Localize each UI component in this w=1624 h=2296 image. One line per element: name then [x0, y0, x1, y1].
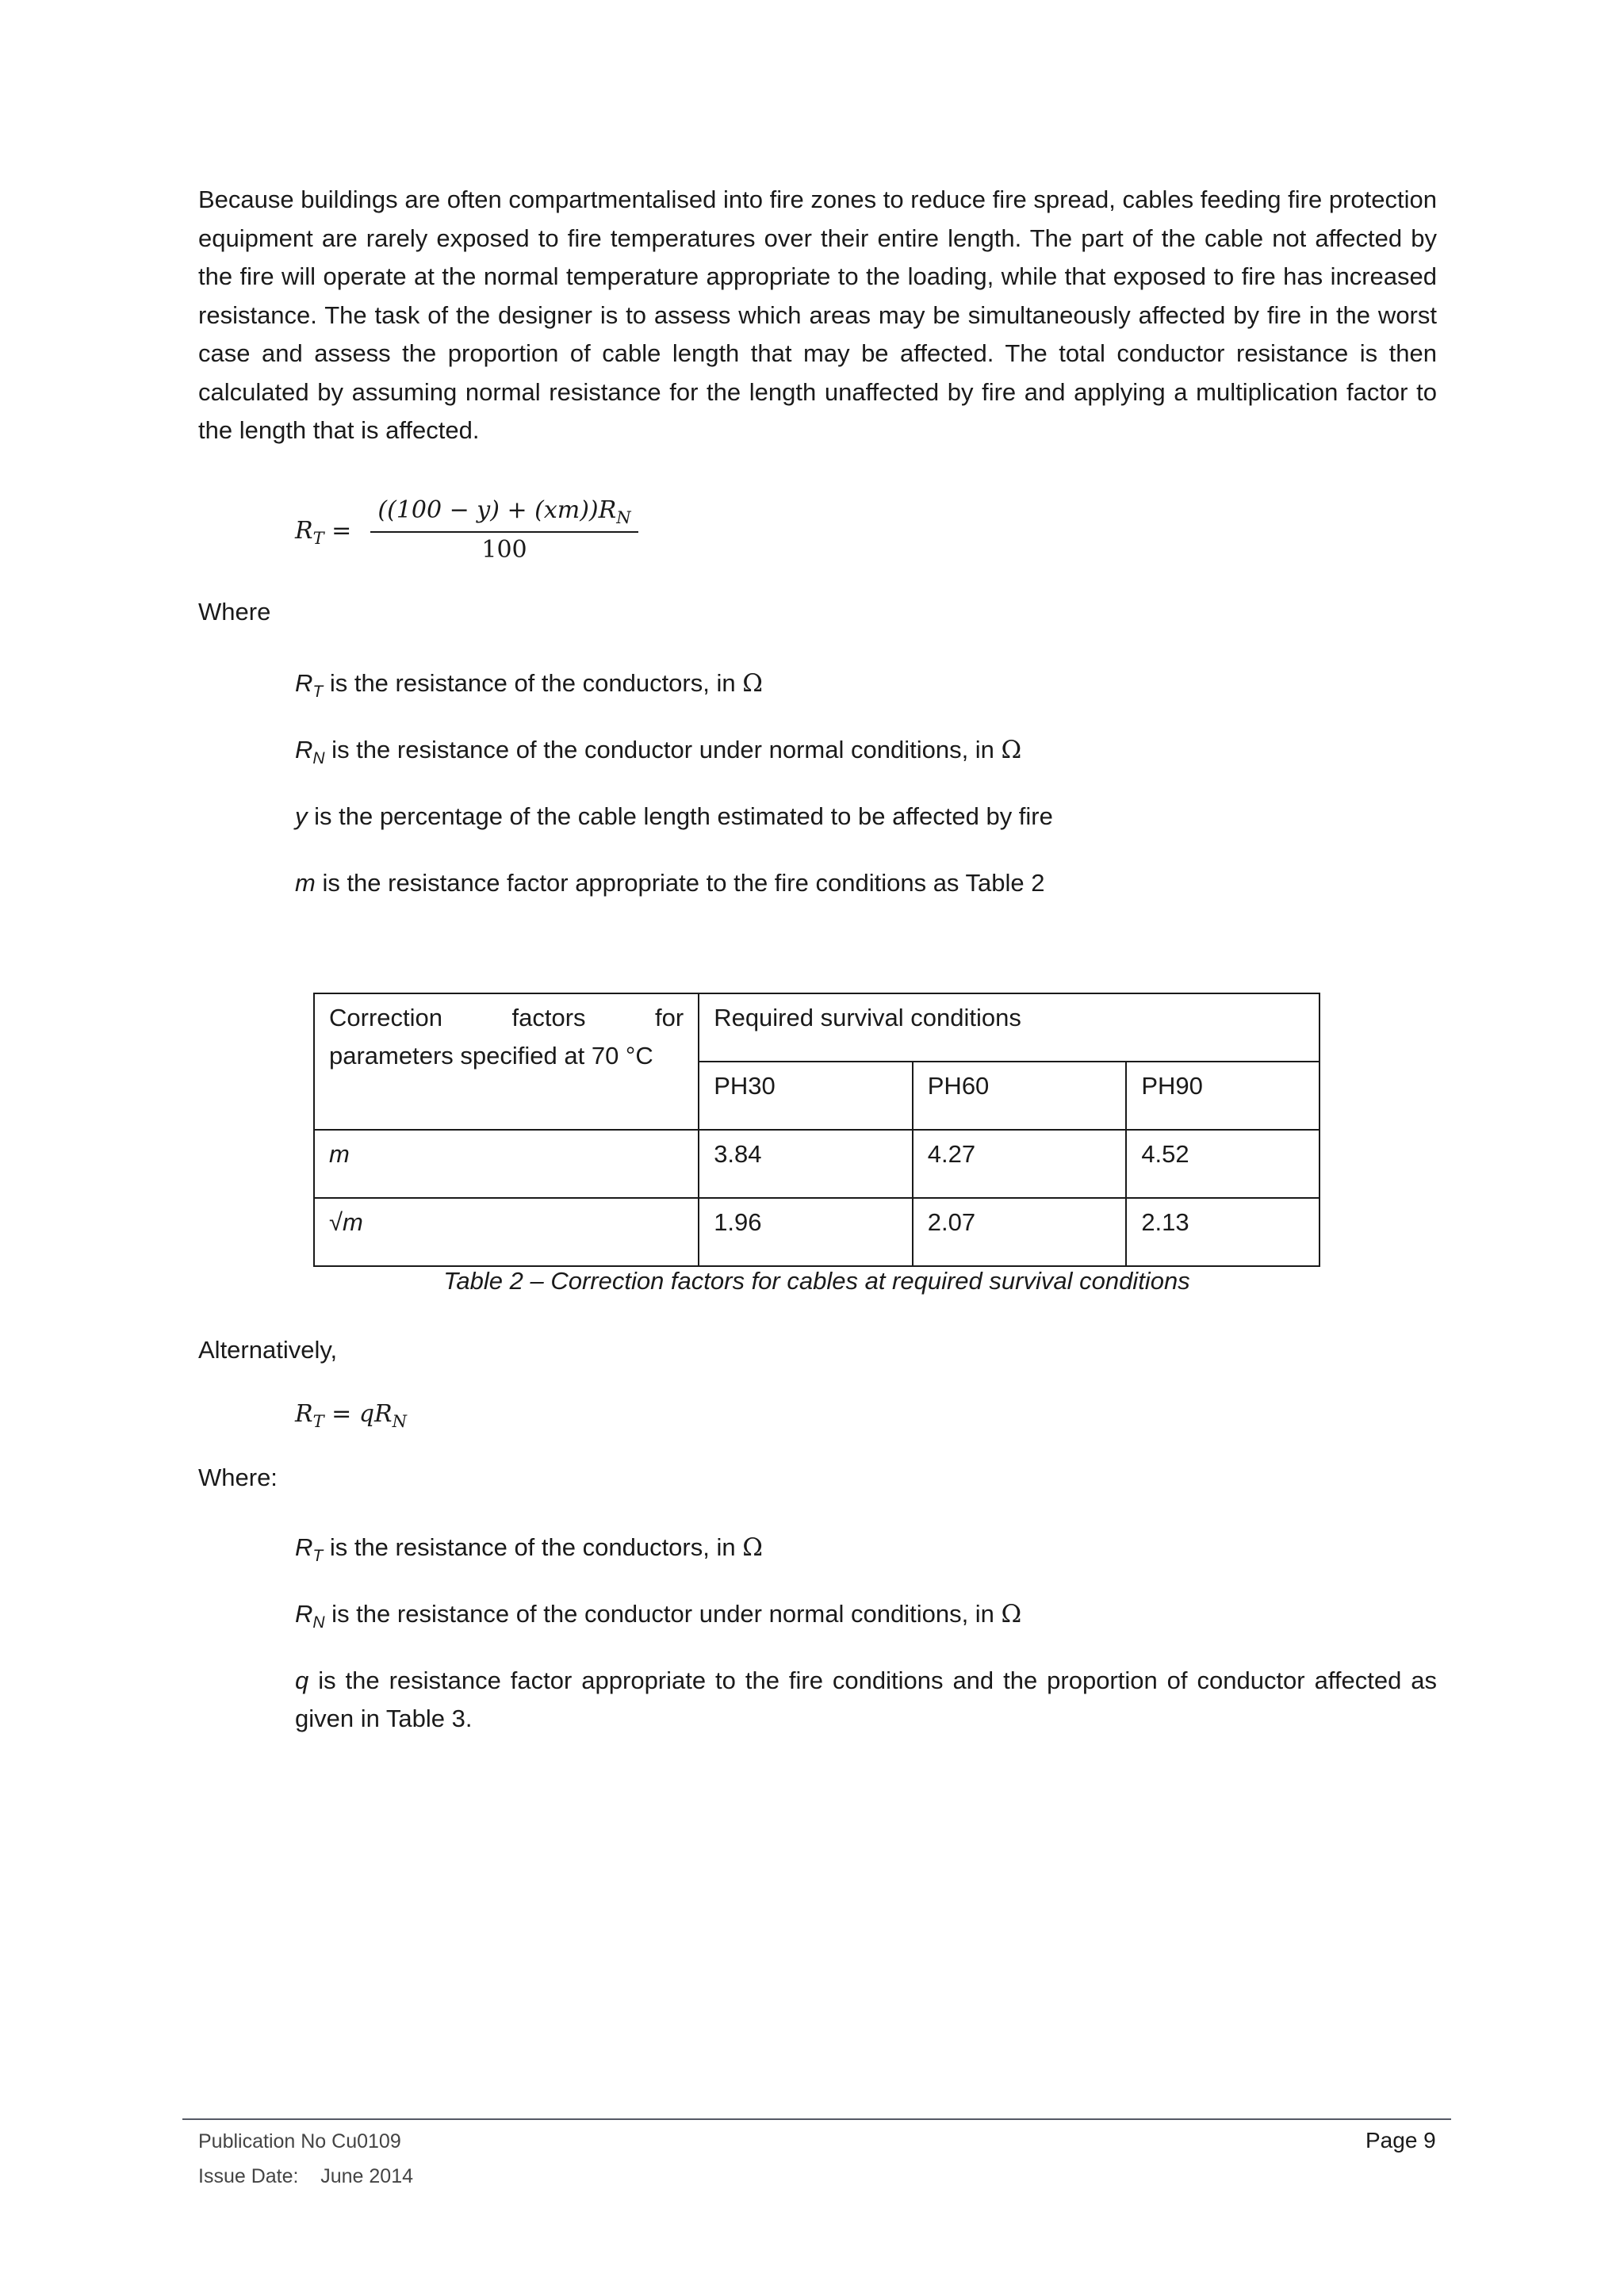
row-label: √m — [314, 1198, 699, 1266]
definition-rn-2: $R_N$ is the resistance of the conductor under normal conditions, in Ω — [295, 1600, 1022, 1632]
definition-q: q is the resistance factor appropriate to the fire conditions and the proportion of conductor affected as given in Table 3. — [295, 1667, 1437, 1732]
definition-rn: $R_N$ is the resistance of the conductor under normal conditions, in Ω — [295, 736, 1022, 767]
correction-factors-table — [313, 993, 1320, 1267]
table-caption: Table 2 – Correction factors for cables at required survival conditions — [443, 1267, 1190, 1295]
table-header-right: Required survival conditions — [699, 993, 1320, 1062]
definition-rt: $R_T$ is the resistance of the conductors, in Ω — [295, 669, 763, 701]
formula-lhs: $R_T$ = — [295, 517, 352, 548]
column-ph90: PH90 — [1126, 1062, 1320, 1130]
table-row — [314, 1130, 1320, 1198]
formula-denominator: 100 — [481, 536, 527, 564]
definition-rt-2: $R_T$ is the resistance of the conductors, in Ω — [295, 1533, 763, 1565]
formula-numerator: $((100 - y) + (xm))R_N$ — [377, 496, 631, 527]
table-cell: 3.84 — [699, 1130, 913, 1198]
alternative-formula: $R_T = qR_N$ — [295, 1400, 407, 1431]
issue-date: Issue Date: June 2014 — [198, 2165, 414, 2187]
column-ph60: PH60 — [913, 1062, 1127, 1130]
definition-y: y is the percentage of the cable length estimated to be affected by fire — [295, 802, 1053, 830]
where-label: Where — [198, 598, 271, 626]
table-cell: 1.96 — [699, 1198, 913, 1266]
footer-divider — [182, 2118, 1451, 2120]
table-cell: 4.27 — [913, 1130, 1127, 1198]
formula-fraction — [362, 493, 647, 568]
column-ph30: PH30 — [699, 1062, 913, 1130]
table-cell: 4.52 — [1126, 1130, 1320, 1198]
publication-number: Publication No Cu0109 — [198, 2130, 401, 2152]
row-label: m — [314, 1130, 699, 1198]
table-cell: 2.07 — [913, 1198, 1127, 1266]
table-header-row — [314, 993, 1320, 1062]
alternatively-label: Alternatively, — [198, 1336, 338, 1364]
where-label-2: Where: — [198, 1464, 278, 1491]
table-row — [314, 1198, 1320, 1266]
table-cell: 2.13 — [1126, 1198, 1320, 1266]
page-number: Page 9 — [1365, 2128, 1436, 2152]
definition-m: m is the resistance factor appropriate to the fire conditions as Table 2 — [295, 869, 1045, 897]
table-header-left: Correction factors for parameters specified at 70 °C — [314, 993, 699, 1130]
intro-paragraph: Because buildings are often compartmentalised into fire zones to reduce fire spread, cables feeding fire protection equipment are rarely exposed to fire temperatures over their entire length. The part of the cable not affected by the fire will operate at the normal temperature appropriate to the loading, while that exposed to fire has increased resistance. The task of the designer is to assess which areas may be simultaneously affected by fire in the worst case and assess the proportion of cable length that may be affected. The total conductor resistance is then calculated by assuming normal resistance for the length unaffected by fire and applying a multiplication factor to the length that is affected. — [198, 186, 1437, 444]
